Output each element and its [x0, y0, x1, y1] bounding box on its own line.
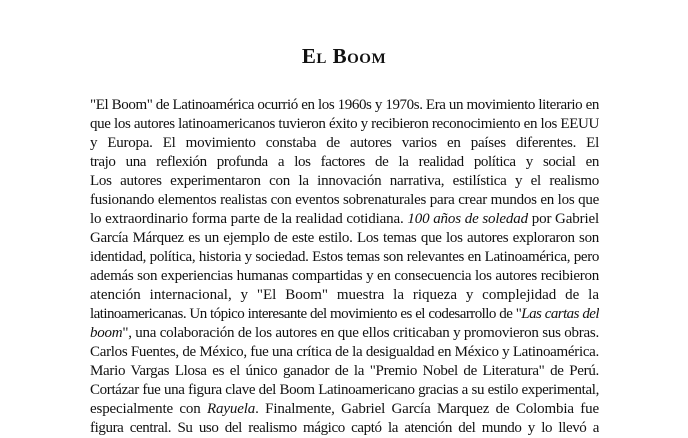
text-run: García Márquez es un ejemplo de este estilo. Los temas que los autores exploraron son	[90, 230, 599, 246]
text-run: "El Boom" de Latinoamérica ocurrió en los 1960s y 1970s. Era un movimiento literario en	[90, 97, 599, 113]
text-run: Carlos Fuentes, de México, fue una crítica de la desigualdad en México y Latinoamérica.	[90, 344, 599, 360]
paragraph-line	[90, 267, 599, 286]
paragraph-line	[90, 305, 599, 324]
text-run: Mario Vargas Llosa es el único ganador de la "Premio Nobel de Literatura" de Perú.	[90, 363, 599, 379]
text-run: por Gabriel	[527, 211, 599, 227]
paragraph-line	[90, 172, 599, 191]
text-run: que los autores latinoamericanos tuvieron éxito y recibieron reconocimiento en los EEUU	[90, 116, 599, 132]
book-title-italic: Rayuela	[207, 401, 256, 417]
paragraph-line	[90, 381, 599, 400]
paragraph-line	[90, 286, 599, 305]
text-run: atención internacional, y "El Boom" muestra la riqueza y complejidad de la	[90, 287, 599, 303]
paragraph-line	[90, 191, 599, 210]
text-run: figura central. Su uso del realismo mágico captó la atención del mundo y lo llevó a	[90, 420, 599, 436]
paragraph-line	[90, 400, 599, 419]
paragraph-line	[90, 153, 599, 172]
book-title-italic: Las cartas del	[521, 306, 599, 322]
text-run: lo extraordinario forma parte de la realidad cotidiana.	[90, 211, 408, 227]
paragraph-line	[90, 229, 599, 248]
text-run: fusionando elementos realistas con eventos sobrenaturales para crear mundos en los que	[90, 192, 599, 208]
paragraph-line	[90, 362, 599, 381]
text-run: identidad, política, historia y sociedad. Estos temas son relevantes en Latinoamérica, pero	[90, 249, 599, 265]
text-run: especialmente con	[90, 401, 208, 417]
text-run: y Europa. El movimiento constaba de autores varios en países diferentes. El	[90, 135, 599, 151]
body-paragraph	[90, 96, 599, 438]
book-title-italic: boom	[90, 325, 123, 341]
text-run: . Finalmente, Gabriel García Marquez de Colombia fue	[255, 401, 599, 417]
page-title: El Boom	[301, 44, 387, 68]
book-title-italic: 100 años de soledad	[407, 211, 528, 227]
text-run: latinoamericanas. Un tópico interesante del movimiento es el codesarrollo de "	[90, 306, 522, 322]
paragraph-line	[90, 419, 599, 438]
paragraph-line	[90, 115, 599, 134]
text-run: Los autores experimentaron con la innovación narrativa, estilística y el realismo	[90, 173, 599, 189]
text-run: trajo una reflexión profunda a los factores de la realidad política y social en	[90, 154, 599, 170]
paragraph-line	[90, 96, 599, 115]
text-run: además son experiencias humanas compartidas y en consecuencia los autores recibieron	[90, 268, 599, 284]
paragraph-line	[90, 343, 599, 362]
paragraph-line	[90, 134, 599, 153]
paragraph-line	[90, 248, 599, 267]
text-run: Cortázar fue una figura clave del Boom Latinoamericano gracias a su estilo experimental,	[90, 382, 599, 398]
text-run: ", una colaboración de los autores en que ellos criticaban y promovieron sus obras.	[122, 325, 599, 341]
paragraph-line	[90, 210, 599, 229]
paragraph-line	[90, 324, 599, 343]
